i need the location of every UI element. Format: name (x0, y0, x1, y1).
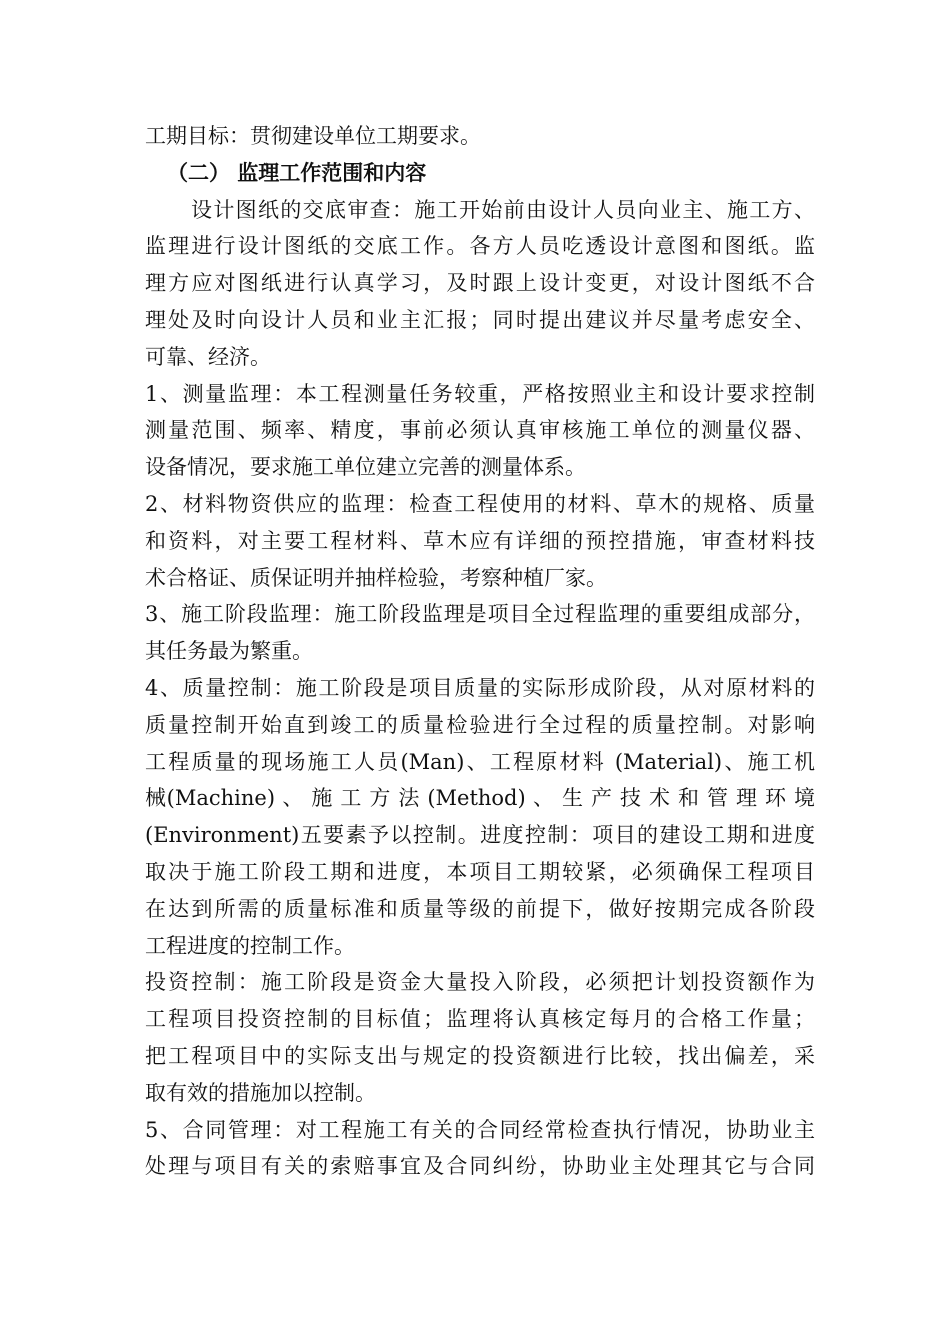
paragraph-line: 4、质量控制：施工阶段是项目质量的实际形成阶段，从对原材料的 (145, 675, 815, 700)
paragraph-line: 取有效的措施加以控制。 (145, 1080, 376, 1105)
paragraph-line: 5、合同管理：对工程施工有关的合同经常检查执行情况，协助业主 (145, 1117, 815, 1142)
document-page (145, 118, 815, 1185)
section-heading: （二） 监理工作范围和内容 (167, 160, 427, 185)
paragraph-line: 在达到所需的质量标准和质量等级的前提下，做好按期完成各阶段 (145, 896, 815, 921)
paragraph-line: 工程项目投资控制的目标值；监理将认真核定每月的合格工作量； (145, 1007, 815, 1032)
paragraph-line: 测量范围、频率、精度，事前必须认真审核施工单位的测量仪器、 (145, 418, 815, 443)
paragraph-line: 和资料，对主要工程材料、草木应有详细的预控措施，审查材料技 (145, 528, 815, 553)
paragraph-line: 监理进行设计图纸的交底工作。各方人员吃透设计意图和图纸。监 (145, 234, 815, 259)
paragraph-line: (Environment)五要素予以控制。进度控制：项目的建设工期和进度 (145, 823, 815, 848)
paragraph-line: 1、测量监理：本工程测量任务较重，严格按照业主和设计要求控制 (145, 381, 815, 406)
paragraph-line: 械(Machine) 、 施 工 方 法 (Method) 、 生 产 技 术 和 管 理 环 境 (145, 786, 815, 811)
paragraph-line: 3、施工阶段监理：施工阶段监理是项目全过程监理的重要组成部分， (145, 602, 815, 627)
paragraph-line: 理方应对图纸进行认真学习，及时跟上设计变更，对设计图纸不合 (145, 271, 815, 296)
paragraph-line: 工程质量的现场施工人员(Man)、工程原材料 (Material)、施工机 (145, 749, 815, 774)
paragraph-line: 其任务最为繁重。 (145, 639, 313, 664)
paragraph-line: 取决于施工阶段工期和进度，本项目工期较紧，必须确保工程项目 (145, 859, 815, 884)
paragraph-line: 理处及时向设计人员和业主汇报；同时提出建议并尽量考虑安全、 (145, 307, 815, 332)
paragraph-line: 设计图纸的交底审查：施工开始前由设计人员向业主、施工方、 (191, 197, 815, 222)
paragraph-line: 处理与项目有关的索赔事宜及合同纠纷，协助业主处理其它与合同 (145, 1154, 815, 1179)
paragraph-line: 质量控制开始直到竣工的质量检验进行全过程的质量控制。对影响 (145, 712, 815, 737)
schedule-goal-line: 工期目标：贯彻建设单位工期要求。 (145, 124, 481, 148)
paragraph-line: 2、材料物资供应的监理：检查工程使用的材料、草木的规格、质量 (145, 491, 815, 516)
paragraph-line: 工程进度的控制工作。 (145, 933, 355, 958)
paragraph-line: 把工程项目中的实际支出与规定的投资额进行比较，找出偏差，采 (145, 1043, 815, 1068)
paragraph-line: 术合格证、质保证明并抽样检验，考察种植厂家。 (145, 565, 607, 590)
paragraph-line: 投资控制：施工阶段是资金大量投入阶段，必须把计划投资额作为 (145, 970, 815, 995)
paragraph-line: 可靠、经济。 (145, 344, 271, 369)
paragraph-line: 设备情况，要求施工单位建立完善的测量体系。 (145, 455, 586, 480)
